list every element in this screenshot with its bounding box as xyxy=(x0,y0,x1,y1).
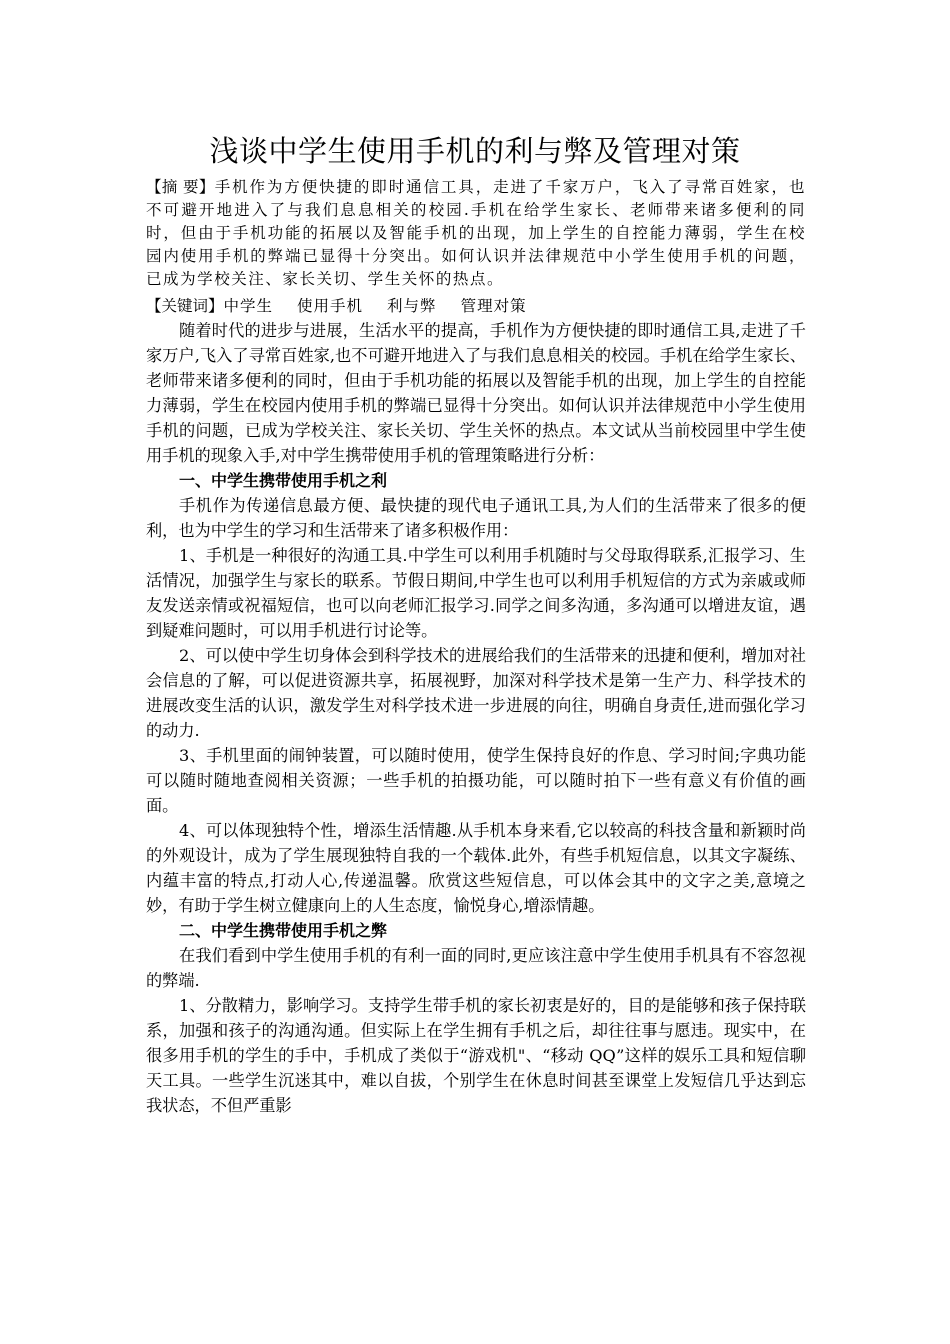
document-title: 浅谈中学生使用手机的利与弊及管理对策 xyxy=(209,134,741,168)
point-paragraph: 4、可以体现独特个性，增添生活情趣.从手机本身来看,它以较高的科技含量和新颖时尚的外观设计，成为了学生展现独特自我的一个载体.此外，有些手机短信息，以其文字凝练、内蕴丰富的特点,打动人心,传递温馨。欣赏这些短信息，可以体会其中的文字之美,意境之妙，有助于学生树立健康向上的人生态度，愉悦身心,增添情趣。 xyxy=(146,821,806,915)
abstract-text: 手机作为方便快捷的即时通信工具，走进了千家万户，飞入了寻常百姓家，也不可避开地进入了与我们息息相关的校园.手机在给学生家长、老师带来诸多便利的同时，但由于手机功能的拓展以及智能手机的出现，加上学生的自控能力薄弱，学生在校园内使用手机的弊端已显得十分突出。如何认识并法律规范中小学生使用手机的问题，已成为学校关注、家长关切、学生关怀的热点。 xyxy=(146,178,806,288)
intro-paragraph: 随着时代的进步与进展，生活水平的提高，手机作为方便快捷的即时通信工具,走进了千家万户,飞入了寻常百姓家,也不可避开地进入了与我们息息相关的校园。手机在给学生家长、老师带来诸多便利的同时，但由于手机功能的拓展以及智能手机的出现，加上学生的自控能力薄弱，学生在校园内使用手机的弊端已显得十分突出。如何认识并法律规范中小学生使用手机的问题，已成为学校关注、家长关切、学生关怀的热点。本文试从当前校园里中学生使用手机的现象入手,对中学生携带使用手机的管理策略进行分析： xyxy=(146,321,806,465)
point-paragraph: 1、分散精力，影响学习。支持学生带手机的家长初衷是好的，目的是能够和孩子保持联系，加强和孩子的沟通沟通。但实际上在学生拥有手机之后，却往往事与愿违。现实中，在很多用手机的学生的手中，手机成了类似于“游戏机"、“移动 QQ”这样的娱乐工具和短信聊天工具。一些学生沉迷其中，难以自拔，个别学生在休息时间甚至课堂上发短信几乎达到忘我状态，不但严重影 xyxy=(146,996,806,1115)
keyword: 使用手机 xyxy=(297,297,364,315)
keyword: 利与弊 xyxy=(387,297,437,315)
keyword: 中学生 xyxy=(223,297,274,315)
abstract-label: 【摘 要】 xyxy=(146,178,215,196)
document-body xyxy=(146,176,806,1118)
keywords-label: 【关键词】 xyxy=(146,297,224,315)
point-paragraph: 2、可以使中学生切身体会到科学技术的进展给我们的生活带来的迅捷和便利，增加对社会信息的了解，可以促进资源共享，拓展视野，加深对科学技术是第一生产力、科学技术的进展改变生活的认识，激发学生对科学技术进一步进展的向往，明确自身责任,进而强化学习的动力. xyxy=(146,646,806,740)
abstract-paragraph xyxy=(146,176,806,291)
section-heading: 一、中学生携带使用手机之利 xyxy=(179,471,388,490)
section-lead-paragraph: 在我们看到中学生使用手机的有利一面的同时,更应该注意中学生使用手机具有不容忽视的弊端. xyxy=(146,946,806,990)
keyword: 管理对策 xyxy=(460,297,527,315)
keywords-line xyxy=(146,294,806,318)
section-heading: 二、中学生携带使用手机之弊 xyxy=(179,921,388,940)
point-paragraph: 3、手机里面的闹钟装置，可以随时使用，使学生保持良好的作息、学习时间;字典功能可以随时随地查阅相关资源；一些手机的拍摄功能，可以随时拍下一些有意义有价值的画面。 xyxy=(146,746,806,815)
section-lead-paragraph: 手机作为传递信息最方便、最快捷的现代电子通讯工具,为人们的生活带来了很多的便利，也为中学生的学习和生活带来了诸多积极作用： xyxy=(146,496,806,540)
point-paragraph: 1、手机是一种很好的沟通工具.中学生可以利用手机随时与父母取得联系,汇报学习、生活情况，加强学生与家长的联系。节假日期间,中学生也可以利用手机短信的方式为亲戚或师友发送亲情或祝福短信，也可以向老师汇报学习.同学之间多沟通，多沟通可以增进友谊，遇到疑难问题时，可以用手机进行讨论等。 xyxy=(146,546,806,640)
